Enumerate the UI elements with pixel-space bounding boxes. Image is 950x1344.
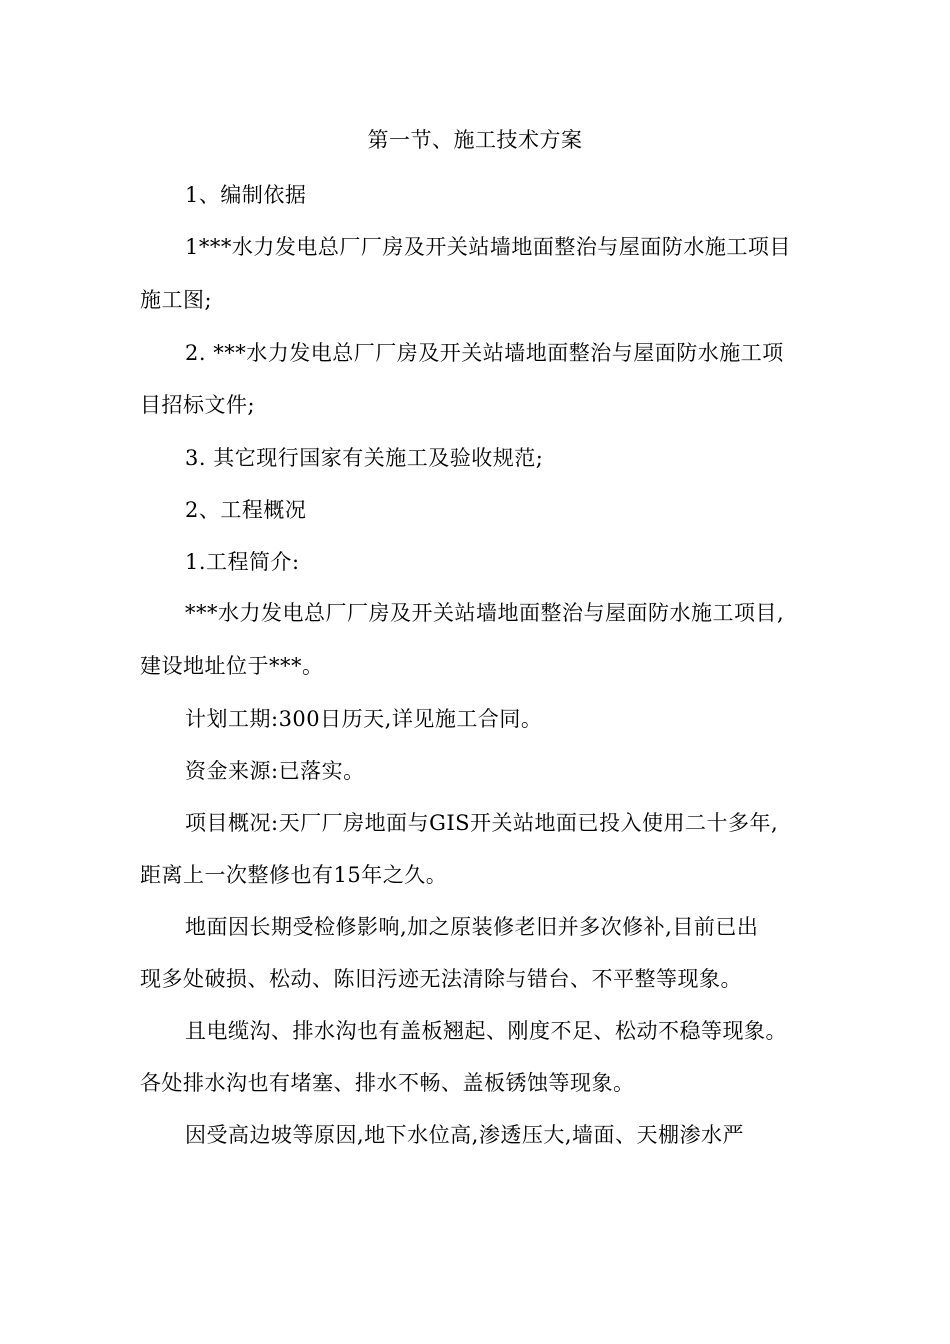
section-title: 第一节、施工技术方案 <box>367 128 583 152</box>
paragraph-line: 地面因长期受检修影响,加之原装修老旧并多次修补,目前已出 <box>185 915 759 939</box>
paragraph-line: 资金来源:已落实。 <box>185 759 365 783</box>
paragraph-line: 建设地址位于***。 <box>140 654 324 678</box>
heading-compilation-basis: 1、编制依据 <box>185 183 307 207</box>
paragraph-line: 因受高边坡等原因,地下水位高,渗透压大,墙面、天棚渗水严 <box>185 1123 745 1147</box>
paragraph-line: 目招标文件; <box>140 393 256 417</box>
paragraph-line: ***水力发电总厂厂房及开关站墙地面整治与屋面防水施工项目, <box>185 601 785 625</box>
paragraph-line: 计划工期:300日历天,详见施工合同。 <box>185 707 543 731</box>
paragraph-line: 且电缆沟、排水沟也有盖板翘起、刚度不足、松动不稳等现象。 <box>185 1019 787 1043</box>
paragraph-line: 1***水力发电总厂厂房及开关站墙地面整治与屋面防水施工项目 <box>185 235 791 259</box>
paragraph-line: 现多处破损、松动、陈旧污迹无法清除与错台、不平整等现象。 <box>140 967 742 991</box>
paragraph-line: 各处排水沟也有堵塞、排水不畅、盖板锈蚀等现象。 <box>140 1071 635 1095</box>
subheading-project-intro: 1.工程简介: <box>185 550 300 574</box>
paragraph-line: 距离上一次整修也有15年之久。 <box>140 863 448 887</box>
paragraph-line: 3. 其它现行国家有关施工及验收规范; <box>185 446 544 470</box>
heading-project-overview: 2、工程概况 <box>185 498 307 522</box>
paragraph-line: 施工图; <box>140 288 213 312</box>
paragraph-line: 项目概况:天厂厂房地面与GIS开关站地面已投入使用二十多年, <box>185 811 779 835</box>
paragraph-line: 2. ***水力发电总厂厂房及开关站墙地面整治与屋面防水施工项 <box>185 341 784 365</box>
